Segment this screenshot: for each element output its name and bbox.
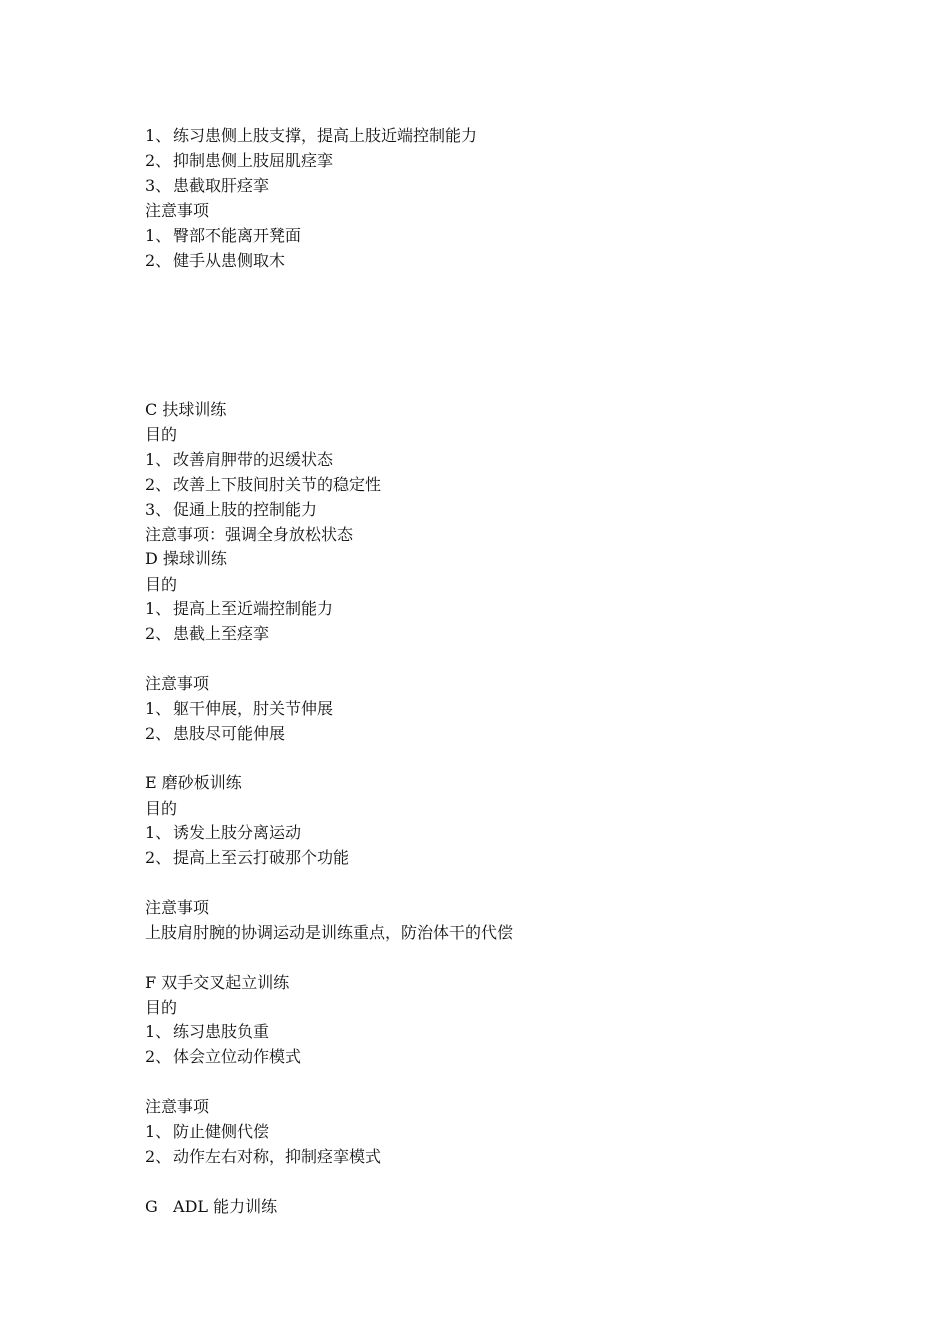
- list-item: 2、 患肢尽可能伸展: [145, 724, 286, 743]
- list-item: 3、 促通上肢的控制能力: [145, 500, 318, 519]
- note-line: 上肢肩肘腕的协调运动是训练重点，防治体干的代偿: [145, 923, 514, 942]
- list-item: 2、 健手从患侧取木: [145, 251, 286, 270]
- list-item: 1、 防止健侧代偿: [145, 1122, 270, 1141]
- list-item: 1、 诱发上肢分离运动: [145, 823, 302, 842]
- purpose-heading: 目的: [145, 575, 178, 594]
- list-item: 1、 练习患侧上肢支撑，提高上肢近端控制能力: [145, 126, 478, 145]
- list-item: 2、 体会立位动作模式: [145, 1047, 302, 1066]
- purpose-heading: 目的: [145, 998, 178, 1017]
- list-item: 3、 患截取肝痉挛: [145, 176, 270, 195]
- purpose-heading: 目的: [145, 425, 178, 444]
- notes-heading: 注意事项: [145, 674, 210, 693]
- section-title: G ADL 能力训练: [145, 1197, 278, 1216]
- notes-heading: 注意事项: [145, 898, 210, 917]
- list-item: 1、 改善肩胛带的迟缓状态: [145, 450, 334, 469]
- list-item: 2、 动作左右对称，抑制痉挛模式: [145, 1147, 382, 1166]
- list-item: 1、 练习患肢负重: [145, 1022, 270, 1041]
- notes-heading: 注意事项: [145, 201, 210, 220]
- list-item: 2、 提高上至云打破那个功能: [145, 848, 350, 867]
- list-item: 1、 臀部不能离开凳面: [145, 226, 302, 245]
- list-item: 2、 改善上下肢间肘关节的稳定性: [145, 475, 382, 494]
- section-title: D 操球训练: [145, 549, 227, 568]
- list-item: 1、 提高上至近端控制能力: [145, 599, 334, 618]
- section-title: F 双手交叉起立训练: [145, 973, 290, 992]
- list-item: 2、 患截上至痉挛: [145, 624, 270, 643]
- section-title: C 扶球训练: [145, 400, 227, 419]
- section-title: E 磨砂板训练: [145, 773, 242, 792]
- list-item: 1、 躯干伸展，肘关节伸展: [145, 699, 334, 718]
- note-line: 注意事项：强调全身放松状态: [145, 525, 354, 544]
- notes-heading: 注意事项: [145, 1097, 210, 1116]
- purpose-heading: 目的: [145, 799, 178, 818]
- list-item: 2、 抑制患侧上肢屈肌痉挛: [145, 151, 334, 170]
